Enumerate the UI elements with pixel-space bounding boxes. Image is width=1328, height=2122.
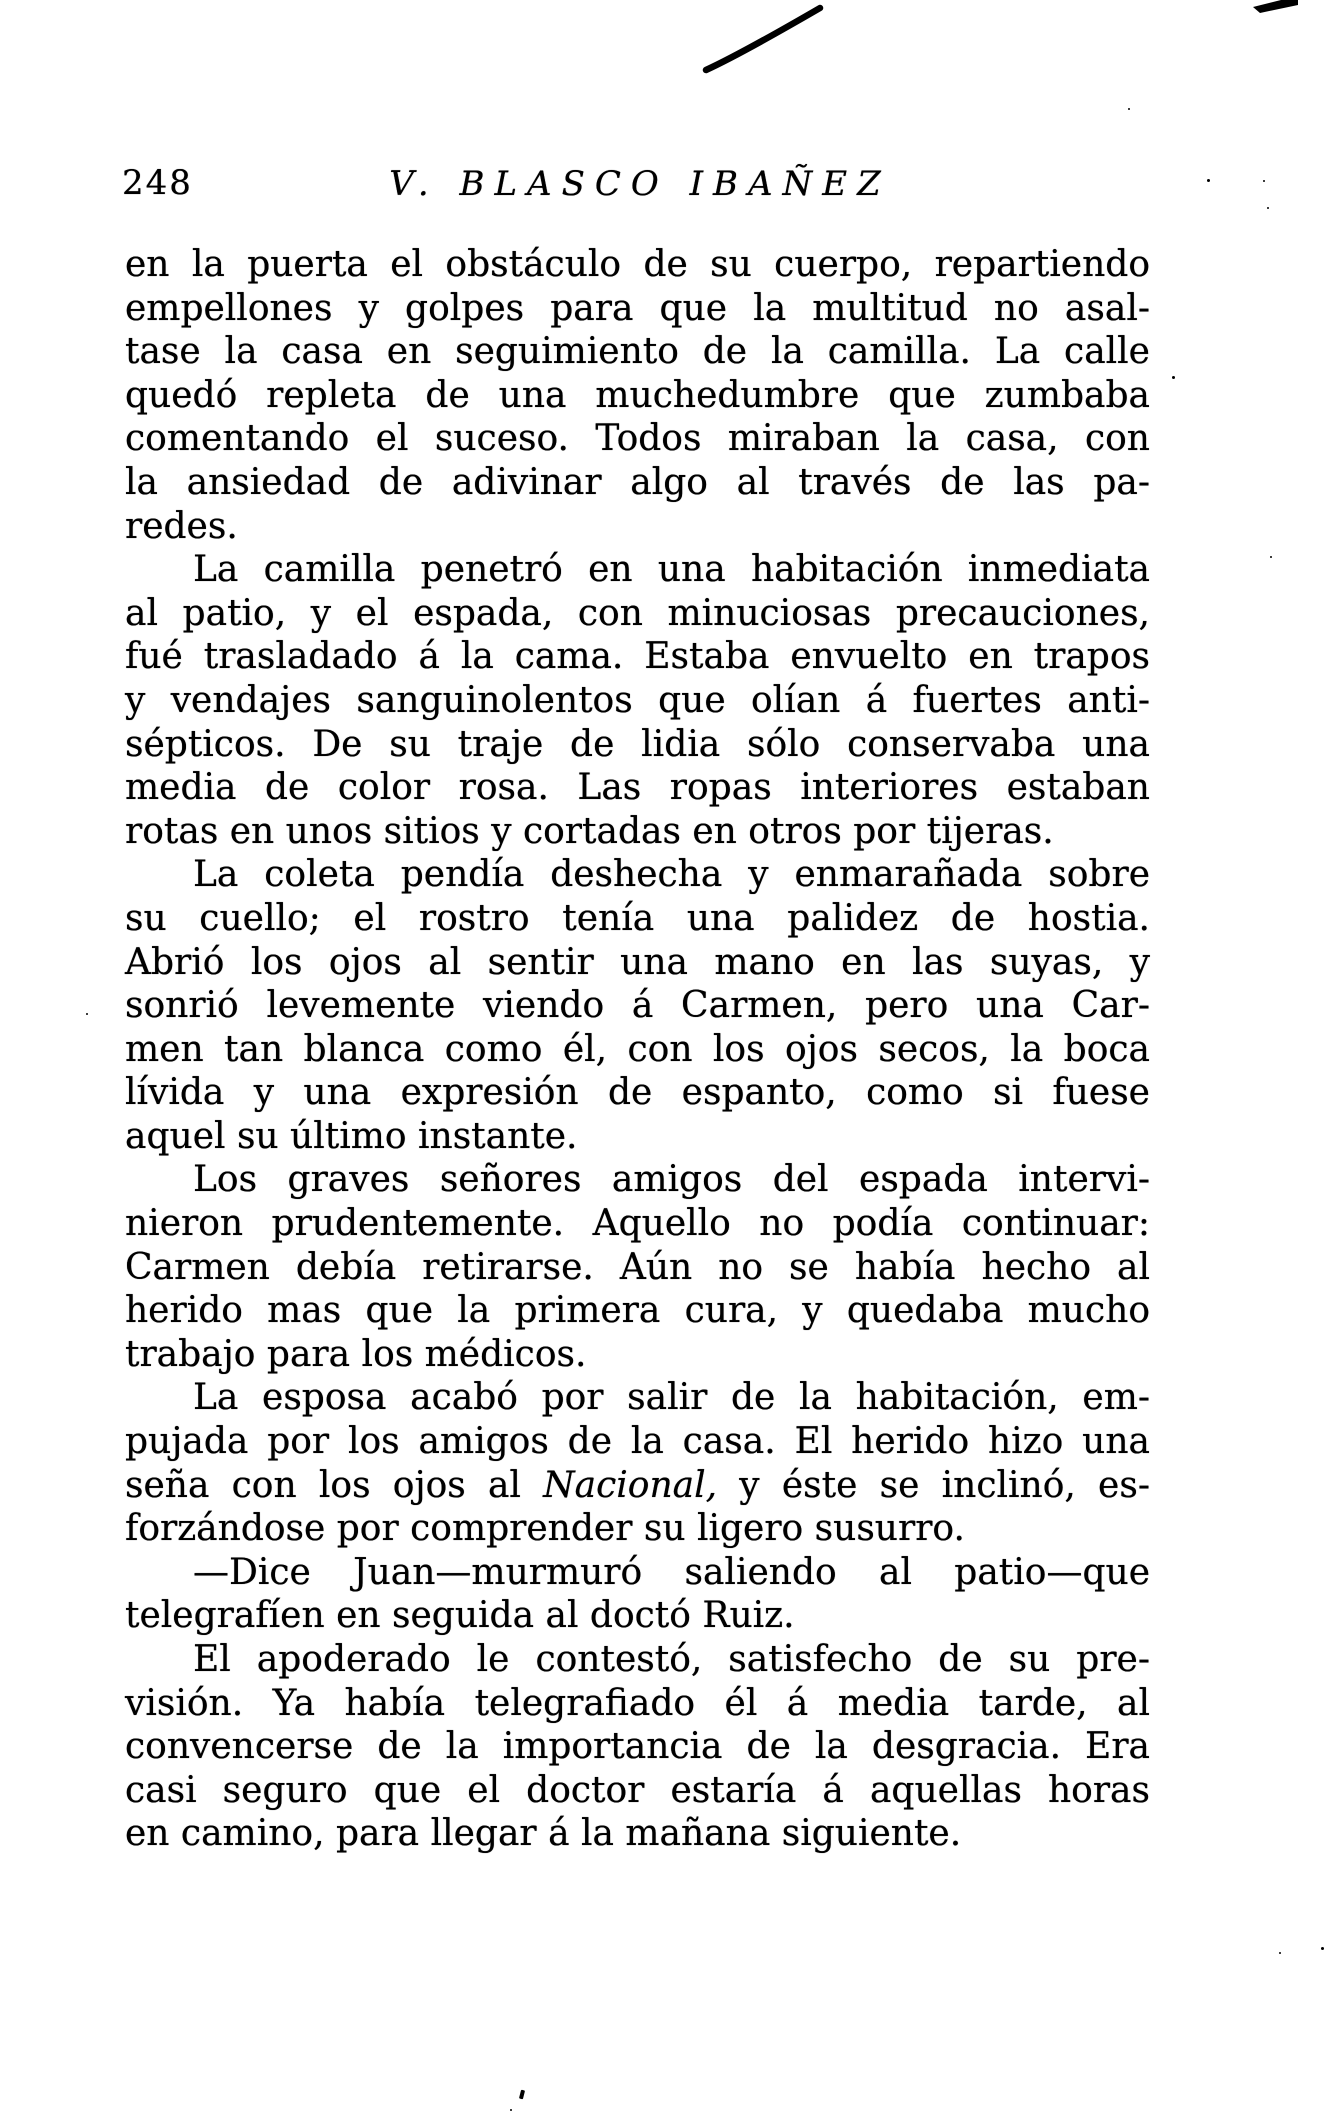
paragraph	[125, 1158, 1150, 1376]
pen-stroke-mark	[698, 2, 828, 77]
text-segment: herido mas que la primera cura, y quedaba mucho	[125, 1290, 1150, 1332]
text-line	[125, 1289, 1150, 1333]
text-segment: men tan blanca como él, con los ojos secos, la boca	[125, 1028, 1150, 1070]
text-line	[125, 1507, 1150, 1551]
text-line	[125, 810, 1150, 854]
scan-speck	[1172, 376, 1175, 379]
scan-speck	[1270, 556, 1272, 558]
text-line	[125, 766, 1150, 810]
text-segment: en la puerta el obstáculo de su cuerpo, repartiendo	[125, 244, 1150, 285]
text-line	[125, 679, 1150, 723]
text-segment: nieron prudentemente. Aquello no podía continuar:	[125, 1203, 1150, 1245]
text-line	[125, 897, 1150, 941]
text-line	[125, 853, 1150, 897]
text-line	[125, 330, 1150, 374]
text-segment: —Dice Juan—murmuró saliendo al patio—que	[193, 1551, 1150, 1593]
text-line	[125, 1333, 1150, 1377]
text-segment: quedó repleta de una muchedumbre que zumbaba	[125, 374, 1150, 416]
text-line	[125, 1158, 1150, 1202]
text-line	[125, 505, 1150, 549]
text-line	[125, 1594, 1150, 1638]
text-segment: en camino, para llegar á la mañana siguiente.	[125, 1813, 962, 1855]
text-segment: sépticos. De su traje de lidia sólo conservaba una	[125, 723, 1150, 765]
scan-speck	[1207, 179, 1210, 182]
text-line	[125, 941, 1150, 985]
italic-text-segment: Nacional,	[543, 1464, 718, 1506]
text-line	[125, 1769, 1150, 1813]
scan-speck	[86, 1013, 88, 1015]
text-segment: tase la casa en seguimiento de la camilla. La calle	[125, 331, 1150, 373]
text-segment: media de color rosa. Las ropas interiores estaban	[125, 767, 1150, 809]
text-segment: La esposa acabó por salir de la habitación, em-	[193, 1377, 1150, 1419]
text-line	[125, 723, 1150, 767]
text-line	[125, 1812, 1150, 1856]
text-line	[125, 1376, 1150, 1420]
text-line	[125, 548, 1150, 592]
text-segment: Abrió los ojos al sentir una mano en las suyas, y	[125, 941, 1150, 983]
scan-speck	[1128, 108, 1130, 110]
text-segment: Carmen debía retirarse. Aún no se había hecho al	[125, 1246, 1150, 1288]
text-line	[125, 243, 1150, 287]
text-segment: pujada por los amigos de la casa. El herido hizo una	[125, 1421, 1150, 1463]
text-line	[125, 1464, 1150, 1508]
scan-speck	[1263, 180, 1265, 182]
text-segment: la ansiedad de adivinar algo al través de las pa-	[125, 461, 1150, 503]
corner-ink-mark	[1253, 0, 1298, 14]
text-segment: La camilla penetró en una habitación inmediata	[193, 549, 1150, 591]
text-segment: rotas en unos sitios y cortadas en otros por tijeras.	[125, 810, 1054, 852]
text-segment: casi seguro que el doctor estaría á aquellas horas	[125, 1769, 1150, 1811]
text-segment: trabajo para los médicos.	[125, 1333, 587, 1375]
paragraph	[125, 243, 1150, 548]
page-number: 248	[122, 163, 193, 203]
text-line	[125, 635, 1150, 679]
scan-speck	[1279, 1952, 1281, 1954]
text-line	[125, 1028, 1150, 1072]
text-line	[125, 287, 1150, 331]
text-segment: redes.	[125, 505, 238, 547]
text-line	[125, 1682, 1150, 1726]
text-line	[125, 592, 1150, 636]
text-line	[125, 1638, 1150, 1682]
text-segment: Los graves señores amigos del espada intervi-	[193, 1159, 1150, 1201]
text-line	[125, 1202, 1150, 1246]
scan-speck	[510, 2109, 512, 2111]
text-segment: seña con los ojos al	[125, 1464, 544, 1506]
text-segment: telegrafíen en seguida al doctó Ruiz.	[125, 1595, 795, 1637]
text-segment: fué trasladado á la cama. Estaba envuelto en trapos	[125, 636, 1150, 678]
text-segment: forzándose por comprender su ligero susurro.	[125, 1508, 965, 1550]
text-segment: comentando el suceso. Todos miraban la casa, con	[125, 418, 1150, 460]
text-line	[125, 1115, 1150, 1159]
text-line	[125, 1246, 1150, 1290]
text-segment: visión. Ya había telegrafiado él á media tarde, al	[125, 1682, 1150, 1724]
text-segment: El apoderado le contestó, satisfecho de su pre-	[193, 1639, 1150, 1680]
text-line	[125, 1725, 1150, 1769]
text-line	[125, 1551, 1150, 1595]
text-line	[125, 1420, 1150, 1464]
text-line	[125, 461, 1150, 505]
scan-speck	[1321, 1947, 1324, 1950]
text-line	[125, 984, 1150, 1028]
text-segment: lívida y una expresión de espanto, como si fuese	[125, 1072, 1150, 1114]
scan-speck	[1267, 207, 1269, 209]
paragraph	[125, 1551, 1150, 1638]
text-segment: empellones y golpes para que la multitud no asal-	[125, 287, 1150, 329]
text-segment: y éste se inclinó, es-	[717, 1464, 1150, 1506]
scan-tick-mark	[519, 2090, 525, 2100]
text-segment: La coleta pendía deshecha y enmarañada sobre	[193, 854, 1150, 896]
text-segment: sonrió levemente viendo á Carmen, pero una Car-	[125, 985, 1150, 1027]
text-line	[125, 374, 1150, 418]
text-body	[125, 243, 1150, 1856]
running-title: V. BLASCO IBAÑEZ	[389, 164, 891, 204]
paragraph	[125, 1376, 1150, 1550]
text-segment: aquel su último instante.	[125, 1115, 578, 1157]
text-segment: y vendajes sanguinolentos que olían á fuertes anti-	[125, 679, 1150, 721]
text-segment: su cuello; el rostro tenía una palidez de hostia.	[125, 897, 1150, 939]
text-line	[125, 417, 1150, 461]
text-segment: al patio, y el espada, con minuciosas precauciones,	[125, 592, 1150, 634]
paragraph	[125, 853, 1150, 1158]
text-segment: convencerse de la importancia de la desgracia. Era	[125, 1726, 1150, 1768]
paragraph	[125, 1638, 1150, 1856]
text-line	[125, 1071, 1150, 1115]
paragraph	[125, 548, 1150, 853]
